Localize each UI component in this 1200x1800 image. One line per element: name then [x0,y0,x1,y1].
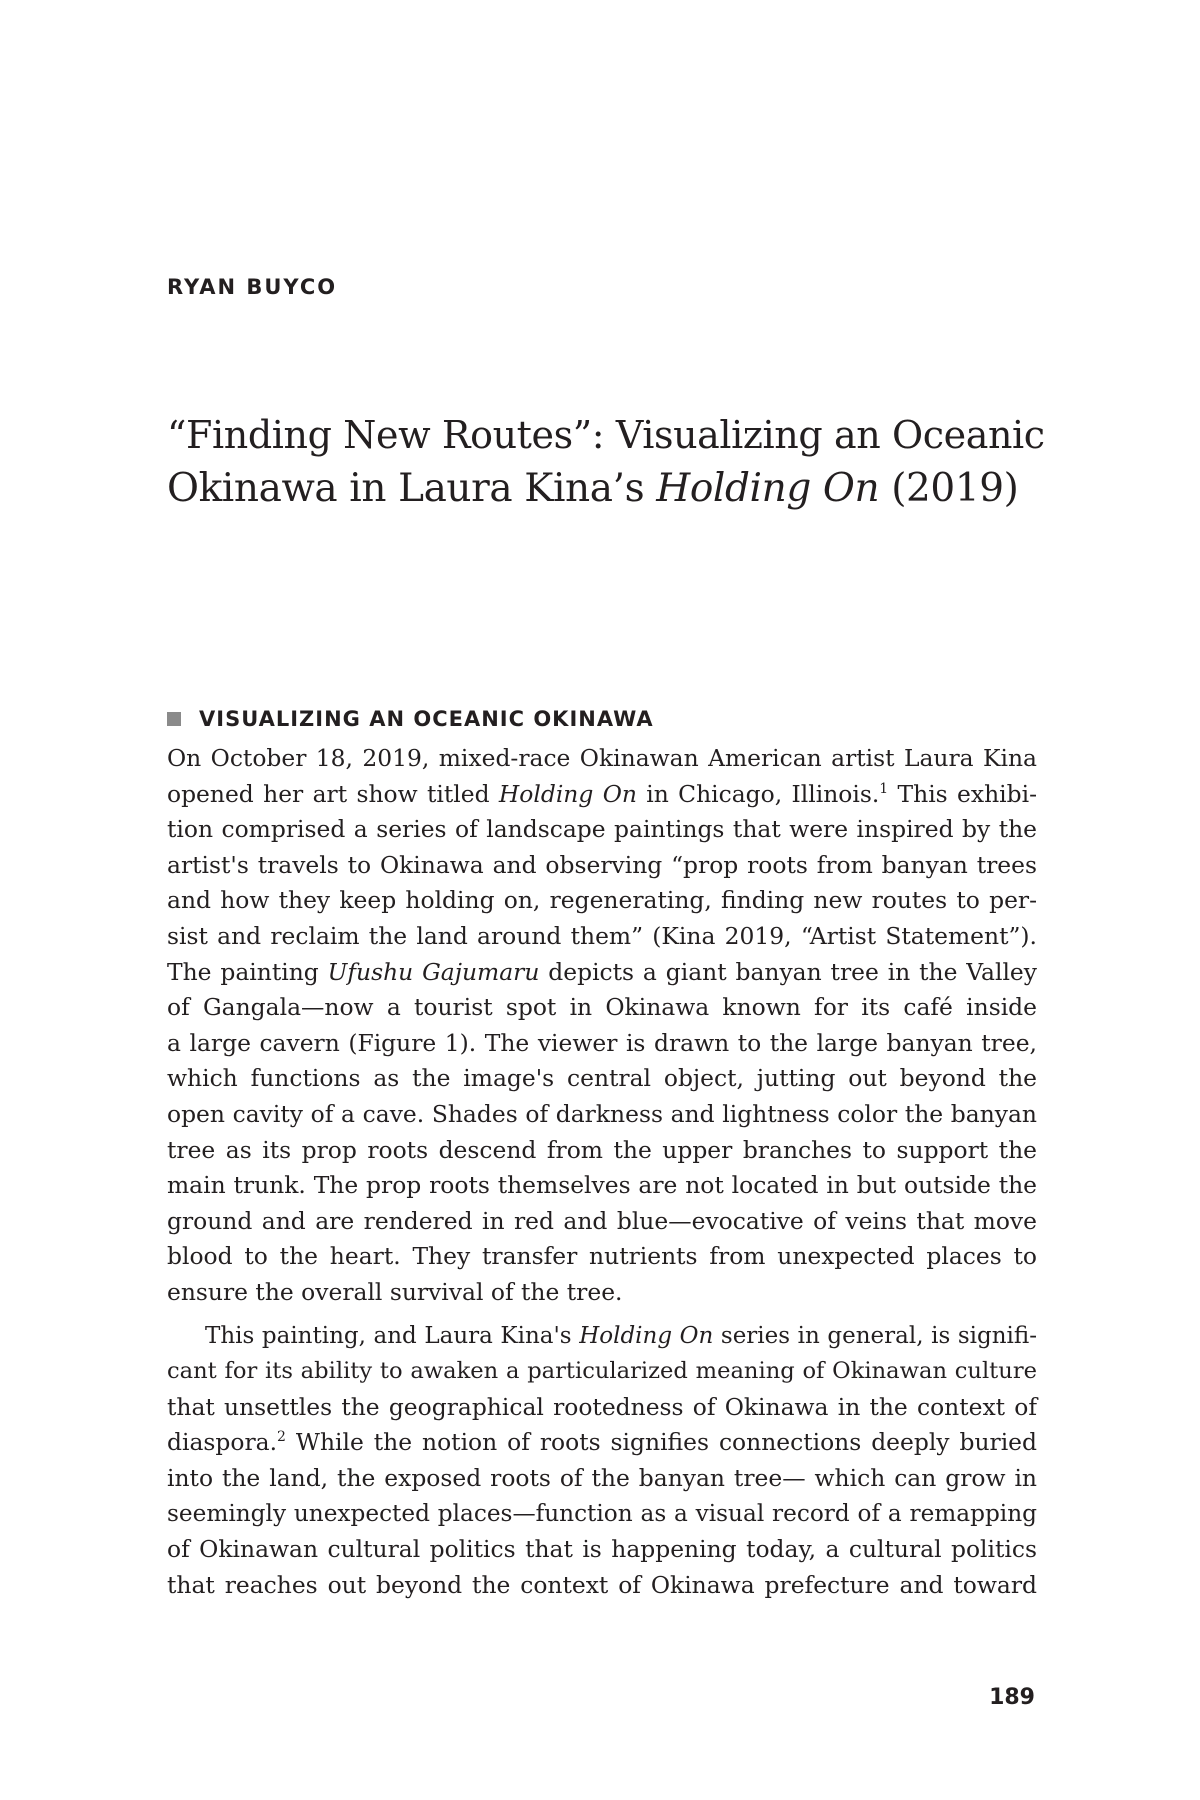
p1-line-2-c: This exhibi- [888,779,1037,808]
p1-line-2-a: opened her art show titled [167,779,499,808]
p1-line-9: a large cavern (Figure 1). The viewer is drawn to the large banyan tree, [167,1028,1037,1057]
p1-line-15: blood to the heart. They transfer nutrients from unexpected places to [167,1242,1037,1271]
p1-line-7-a: The painting [167,957,328,986]
p1-line-2 [167,777,1037,813]
p1-line-6: sist and reclaim the land around them” (Kina 2019, “Artist Statement”). [167,921,1037,950]
article-title [167,408,1047,516]
footnote-marker-2[interactable]: 2 [277,1429,286,1446]
p1-line-16: ensure the overall survival of the tree. [167,1277,623,1306]
p2-series-name: Holding On [579,1322,714,1349]
p1-line-11: open cavity of a cave. Shades of darkness and lightness color the banyan [167,1099,1037,1128]
paragraph-gap [167,1311,1037,1319]
title-work-name: Holding On [656,466,880,511]
p1-line-7 [167,955,1037,991]
p1-line-8: of Gangala—now a tourist spot in Okinawa known for its café inside [167,993,1037,1022]
title-line-1: “Finding New Routes”: Visualizing an Oceanic [167,413,1045,457]
title-line-2 [167,462,1047,516]
p1-line-5: and how they keep holding on, regenerating, finding new routes to per- [167,886,1037,915]
body-text [167,741,1037,1603]
p2-line-8: that reaches out beyond the context of Okinawa prefecture and toward [167,1570,1037,1599]
p1-line-10: which functions as the image's central object, jutting out beyond the [167,1064,1037,1093]
p2-line-1 [167,1319,1037,1355]
p2-line-2: cant for its ability to awaken a particularized meaning of Okinawan culture [167,1358,1037,1385]
p1-line-14: ground and are rendered in red and blue—evocative of veins that move [167,1206,1037,1235]
p2-line-1-b: series in general, is signifi- [713,1322,1037,1349]
p1-line-12: tree as its prop roots descend from the upper branches to support the [167,1135,1037,1164]
p2-line-3: that unsettles the geographical rootedness of Okinawa in the context of [167,1392,1037,1421]
p2-line-4-b: While the notion of roots signifies connections deeply buried [285,1428,1037,1457]
author-name: RYAN BUYCO [167,275,338,299]
p2-line-4 [167,1425,1037,1461]
p1-line-2-b: in Chicago, Illinois. [636,779,880,808]
p1-painting-name: Ufushu Gajumaru [327,957,540,986]
p1-line-1: On October 18, 2019, mixed-race Okinawan American artist Laura Kina [167,744,1037,772]
square-bullet-icon [167,712,181,726]
p1-line-7-b: depicts a giant banyan tree in the Valley [539,957,1037,986]
p1-line-3: tion comprised a series of landscape paintings that were inspired by the [167,815,1037,844]
p2-line-7: of Okinawan cultural politics that is happening today, a cultural politics [167,1535,1037,1564]
footnote-marker-1[interactable]: 1 [879,780,889,797]
p1-line-13: main trunk. The prop roots themselves are not located in but outside the [167,1171,1037,1200]
section-heading [167,707,654,731]
p1-line-4: artist's travels to Okinawa and observing “prop roots from banyan trees [167,850,1037,879]
title-line-2-end: (2019) [879,466,1019,511]
p2-line-1-a: This painting, and Laura Kina's [205,1322,580,1349]
p1-work-name: Holding On [498,779,637,808]
section-heading-text: VISUALIZING AN OCEANIC OKINAWA [199,707,654,731]
p2-line-6: seemingly unexpected places—function as a visual record of a remapping [167,1500,1037,1528]
title-line-2-start: Okinawa in Laura Kina’s [167,466,657,511]
page-number: 189 [989,1685,1035,1710]
p2-line-4-a: diaspora. [167,1428,278,1457]
p2-line-5: into the land, the exposed roots of the banyan tree— which can grow in [167,1463,1037,1492]
